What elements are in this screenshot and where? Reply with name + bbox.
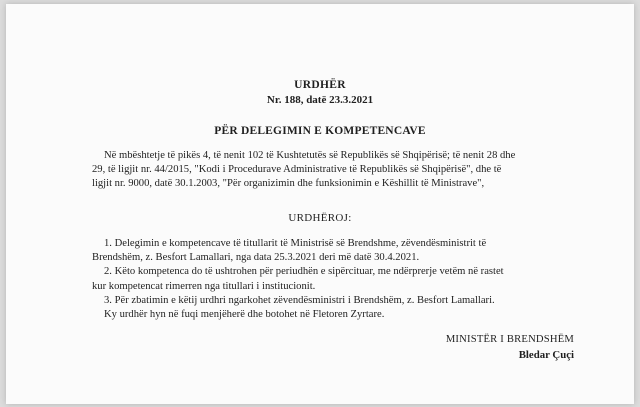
preamble-line: Në mbështetje të pikës 4, të nenit 102 të Kushtetutës së Republikës së Shqipërisë; të nenit 28 dhe bbox=[104, 150, 516, 161]
article-line: kur kompetencat rimerren nga titullari i institucionit. bbox=[92, 280, 316, 292]
signature-name: Bledar Çuçi bbox=[518, 349, 574, 361]
document-page bbox=[6, 4, 634, 404]
preamble-line: 29, të ligjit nr. 44/2015, "Kodi i Procedurave Administrative të Republikës së Shqipërisë", dhe të bbox=[92, 164, 502, 176]
preamble-paragraph bbox=[92, 149, 584, 192]
article-line: Ky urdhër hyn në fuqi menjëherë dhe botohet në Fletoren Zyrtare. bbox=[104, 309, 385, 321]
article-line: Brendshëm, z. Besfort Lamallari, nga data 25.3.2021 deri më datë 30.4.2021. bbox=[92, 252, 420, 264]
document-subject: PËR DELEGIMIN E KOMPETENCAVE bbox=[214, 125, 426, 137]
articles-list bbox=[92, 237, 586, 322]
document-title: URDHËR bbox=[294, 79, 346, 91]
signature-title: MINISTËR I BRENDSHËM bbox=[445, 334, 574, 345]
preamble-line: ligjit nr. 9000, datë 30.1.2003, "Për organizimin dhe funksionimin e Këshillit të Ministrave", bbox=[92, 178, 485, 190]
document-number-date: Nr. 188, datë 23.3.2021 bbox=[266, 94, 374, 106]
article-line: 1. Delegimin e kompetencave të titullarit të Ministrisë së Brendshme, zëvendësministrit të bbox=[104, 238, 487, 249]
ordered-heading: URDHËROJ: bbox=[288, 212, 352, 224]
article-line: 3. Për zbatimin e këtij urdhri ngarkohet zëvendësministri i Brendshëm, z. Besfort Lamallari. bbox=[104, 294, 495, 306]
article-line: 2. Këto kompetenca do të ushtrohen për periudhën e sipërcituar, me ndërprerje vetëm në rastet bbox=[104, 266, 504, 278]
